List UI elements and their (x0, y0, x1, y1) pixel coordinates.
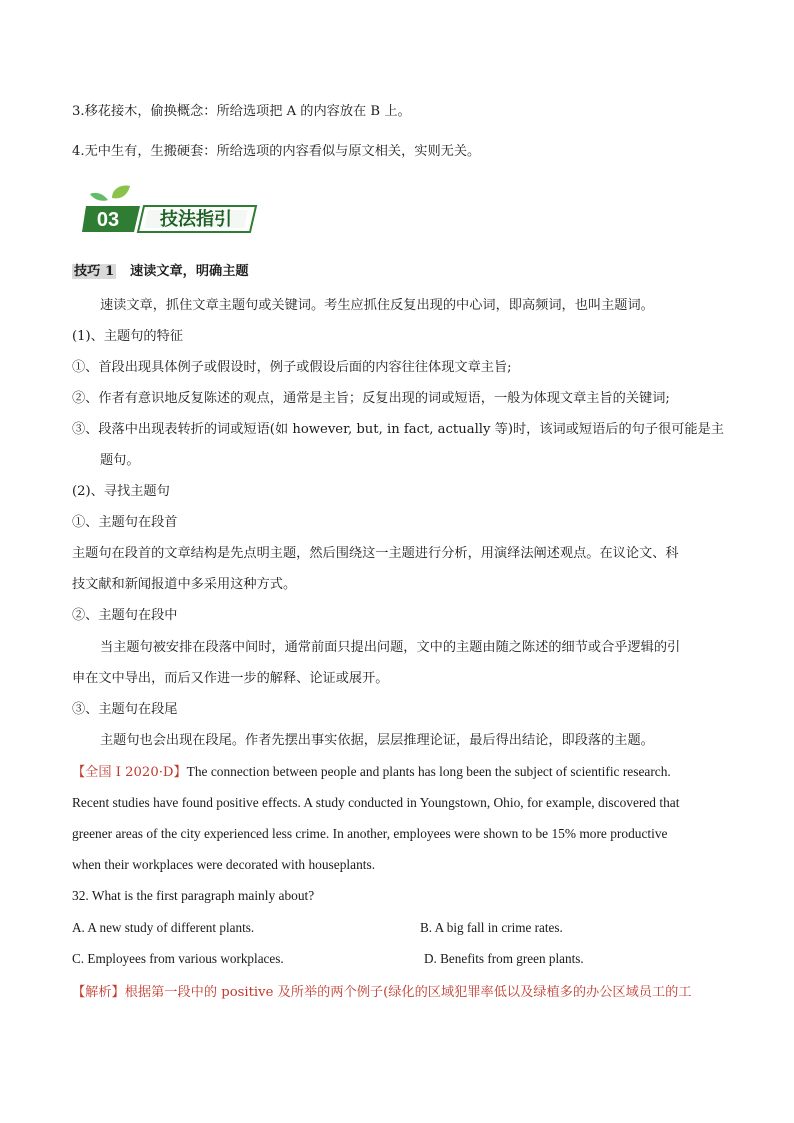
option-b: B. A big fall in crime rates. (420, 920, 563, 935)
body-p5b: 题句。 (100, 453, 140, 468)
skill-heading (72, 262, 249, 282)
tip-line-3: 3.移花接木，偷换概念：所给选项把 A 的内容放在 B 上。 (72, 104, 411, 119)
option-c: C. Employees from various workplaces. (72, 951, 284, 966)
body-p4: ②、作者有意识地反复陈述的观点，通常是主旨；反复出现的词或短语，一般为体现文章主旨的关键词; (72, 391, 670, 406)
body-p10b: 申在文中导出，而后又作进一步的解释、论证或展开。 (72, 671, 389, 686)
body-p3: ①、首段出现具体例子或假设时，例子或假设后面的内容往往体现文章主旨; (72, 360, 512, 375)
body-p11: ③、主题句在段尾 (72, 702, 178, 717)
example-line-2: Recent studies have found positive effects. A study conducted in Youngstown, Ohio, for example, discovered that (72, 795, 680, 810)
body-p8: 主题句在段首的文章结构是先点明主题，然后围绕这一主题进行分析，用演绎法阐述观点。在议论文、科 (72, 546, 679, 561)
body-p8b: 技文献和新闻报道中多采用这种方式。 (72, 577, 297, 592)
option-d: D. Benefits from green plants. (424, 951, 584, 966)
skill-tag: 技巧 1 (74, 264, 115, 279)
analysis-tag: 【解析】 (72, 985, 125, 1000)
tip-line-4: 4.无中生有，生搬硬套：所给选项的内容看似与原文相关，实则无关。 (72, 144, 481, 159)
body-p10: 当主题句被安排在段落中间时，通常前面只提出问题，文中的主题由随之陈述的细节或合乎逻辑的引 (100, 640, 681, 655)
body-p2: (1)、主题句的特征 (72, 329, 183, 344)
body-p12: 主题句也会出现在段尾。作者先摆出事实依据，层层推理论证，最后得出结论，即段落的主题。 (100, 733, 654, 748)
example-source: 【全国 I 2020·D】 (72, 765, 187, 780)
example-line-3: greener areas of the city experienced less crime. In another, employees were shown to be 15% more productive (72, 826, 668, 841)
body-p5: ③、段落中出现表转折的词或短语(如 however, but, in fact, actually 等)时，该词或短语后的句子很可能是主 (72, 422, 724, 437)
section-title: 技法指引 (160, 209, 232, 230)
analysis-text: 根据第一段中的 positive 及所举的两个例子(绿化的区域犯罪率低以及绿植多的办公区域员工的工 (124, 985, 692, 1000)
example-line-1 (72, 762, 734, 783)
body-p1: 速读文章，抓住文章主题句或关键词。考生应抓住反复出现的中心词，即高频词，也叫主题词。 (100, 298, 654, 313)
question: 32. What is the first paragraph mainly about? (72, 888, 315, 903)
example-line-4: when their workplaces were decorated with houseplants. (72, 857, 376, 872)
body-p9: ②、主题句在段中 (72, 608, 178, 623)
option-a: A. A new study of different plants. (72, 920, 255, 935)
body-p6: (2)、寻找主题句 (72, 484, 170, 499)
skill-title-text: 速读文章，明确主题 (129, 264, 249, 279)
section-number: 03 (96, 209, 120, 231)
leaf-icon (90, 186, 130, 201)
example-text-1: The connection between people and plants has long been the subject of scientific research. (186, 764, 671, 779)
analysis-line (72, 983, 734, 1003)
body-p7: ①、主题句在段首 (72, 515, 178, 530)
section-badge (82, 184, 258, 234)
